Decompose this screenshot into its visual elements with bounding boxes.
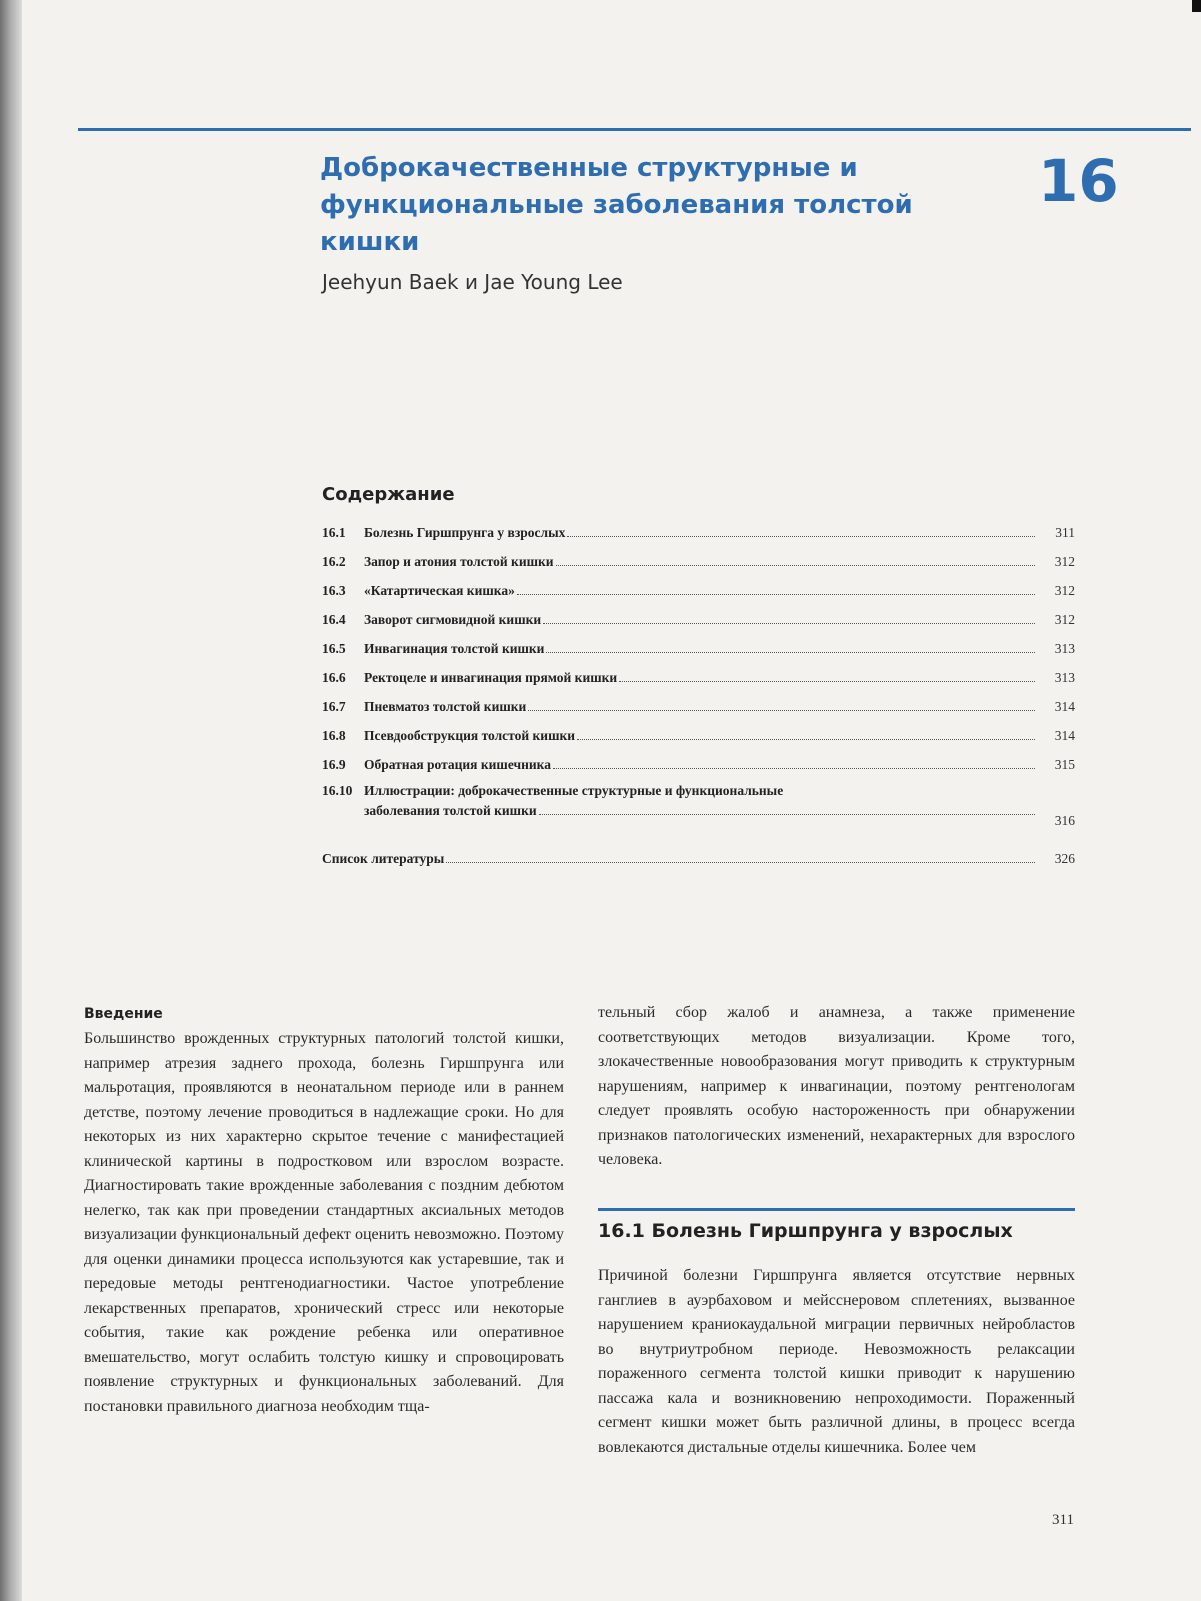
toc-entry-16-10[interactable]: [322, 773, 1075, 829]
toc-entry-number: 16.5: [322, 641, 346, 656]
chapter-title: Доброкачественные структурные и функциональные заболевания толстой кишки: [320, 153, 913, 257]
toc-dot-leader: [546, 651, 1035, 653]
toc-dot-leader: [556, 564, 1035, 566]
toc-entry-title: Болезнь Гиршпрунга у взрослых: [364, 525, 566, 540]
toc-entry-title: Псевдообструкция толстой кишки: [364, 728, 576, 743]
toc-entry-page: 311: [1055, 525, 1075, 540]
toc-entry-page: 313: [1054, 641, 1075, 656]
toc-entry-page: 312: [1054, 612, 1075, 627]
toc-references-page: 326: [1054, 851, 1075, 866]
toc-heading: Содержание: [322, 484, 455, 505]
toc-entry-16-8[interactable]: [322, 715, 1075, 744]
toc-dot-leader: [539, 813, 1035, 815]
toc-entry-16-3[interactable]: [322, 570, 1075, 599]
toc-entry-page: 312: [1054, 583, 1075, 598]
toc-entry-number: 16.4: [322, 612, 346, 627]
toc-entry-page: 314: [1054, 699, 1075, 714]
toc-entry-title: Обратная ротация кишечника: [364, 757, 551, 772]
toc-entry-title: Инвагинация толстой кишки: [364, 641, 545, 656]
toc-entry-16-1[interactable]: [322, 512, 1075, 541]
toc-entry-title: Ректоцеле и инвагинация прямой кишки: [364, 670, 618, 685]
toc-entry-page: 314: [1054, 728, 1075, 743]
intro-paragraph-continued: тельный сбор жалоб и анамнеза, а также применение соответствующих методов визуализации. Кроме того, злокачественные новообразования могут приводить к структурным нарушениям, например к инвагинации, поэтому рентгенологам следует проявлять особую настороженность при обнаружении признаков патологических изменений, нехарактерных для взрослого человека.: [598, 1004, 1075, 1168]
toc-entry-page: 312: [1054, 554, 1075, 569]
toc-entry-title: Пневматоз толстой кишки: [364, 699, 527, 714]
toc-dot-leader: [577, 738, 1035, 740]
chapter-number: 16: [1038, 147, 1119, 215]
toc-dot-leader: [567, 535, 1035, 537]
toc-references-title: Список литературы: [322, 851, 445, 866]
toc-entry-number: 16.8: [322, 728, 346, 743]
section-paragraph: Причиной болезни Гиршпрунга является отсутствие нервных ганглиев в ауэрбаховом и мейсснеровом сплетениях, вызванное нарушением краниокаудальной миграции первичных нейробластов во внутриутробном периоде. Невозможность релаксации пораженного сегмента толстой кишки приводит к нарушению пассажа кала и возникновению непроходимости. Пораженный сегмент кишки может быть различной длины, в процесс всегда вовлекаются дистальные отделы кишечника. Более чем: [598, 1267, 1075, 1456]
toc-entry-number: 16.3: [322, 583, 346, 598]
page-number: 311: [1052, 1512, 1074, 1528]
toc-entry-page: 313: [1054, 670, 1075, 685]
toc-entry-page: 315: [1054, 757, 1075, 772]
toc-entry-number: 16.10: [322, 783, 353, 798]
toc-entry-16-7[interactable]: [322, 686, 1075, 715]
toc-dot-leader: [619, 680, 1035, 682]
toc-entry-16-2[interactable]: [322, 541, 1075, 570]
toc-entry-title: Запор и атония толстой кишки: [364, 554, 554, 569]
scan-corner-mark: [1192, 0, 1201, 12]
toc-entry-16-6[interactable]: [322, 657, 1075, 686]
toc-entry-title-block: [364, 783, 1041, 819]
toc-entry-number: 16.2: [322, 554, 346, 569]
toc-entry-title-line2: заболевания толстой кишки: [364, 803, 537, 818]
toc-entry-16-4[interactable]: [322, 599, 1075, 628]
toc-entry-number: 16.7: [322, 699, 346, 714]
toc-entry-title-line2-row: [364, 803, 1041, 819]
toc-dot-leader: [543, 622, 1035, 624]
toc-entry-title: «Катартическая кишка»: [364, 583, 515, 598]
chapter-top-rule: [78, 128, 1191, 131]
toc-entry-page: 316: [1054, 813, 1075, 828]
table-of-contents: [322, 512, 1075, 867]
toc-entry-references[interactable]: [322, 829, 1075, 867]
toc-entry-number: 16.6: [322, 670, 346, 685]
toc-dot-leader: [553, 767, 1035, 769]
toc-entry-16-5[interactable]: [322, 628, 1075, 657]
toc-dot-leader: [446, 861, 1035, 863]
toc-entry-number: 16.1: [322, 525, 346, 540]
toc-dot-leader: [517, 593, 1035, 595]
chapter-authors: Jeehyun Baek и Jae Young Lee: [322, 270, 623, 294]
toc-dot-leader: [528, 709, 1035, 711]
section-rule: [598, 1208, 1075, 1211]
toc-entry-title: Заворот сигмовидной кишки: [364, 612, 542, 627]
section-heading: 16.1 Болезнь Гиршпрунга у взрослых: [598, 1220, 1013, 1242]
toc-entry-title-line1: Иллюстрации: доброкачественные структурные и функциональные: [364, 783, 784, 798]
toc-entry-16-9[interactable]: [322, 744, 1075, 773]
intro-heading: Введение: [84, 1006, 163, 1022]
toc-entry-number: 16.9: [322, 757, 346, 772]
intro-paragraph: Большинство врожденных структурных патологий толстой кишки, например атрезия заднего прохода, болезнь Гиршпрунга или мальротация, проявляются в неонатальном периоде или в раннем детстве, поэтому лечение проводиться в надлежащие сроки. Но для некоторых из них характерно скрытое течение с манифестацией клинической картины в подростковом или взрослом возрасте. Диагностировать такие врожденные заболевания с поздним дебютом нелегко, так как при проведении стандартных аксиальных методов визуализации функциональный дефект оценить невозможно. Поэтому для оценки динамики процесса используются как устаревшие, так и передовые методы рентгенодиагностики. Частое употребление лекарственных препаратов, хронический стресс или некоторые события, такие как рождение ребенка или оперативное вмешательство, могут ослабить толстую кишку и спровоцировать появление структурных и функциональных заболеваний. Для постановки правильного диагноза необходим тща-: [84, 1030, 564, 1415]
scan-shadow-edge: [0, 0, 22, 1601]
